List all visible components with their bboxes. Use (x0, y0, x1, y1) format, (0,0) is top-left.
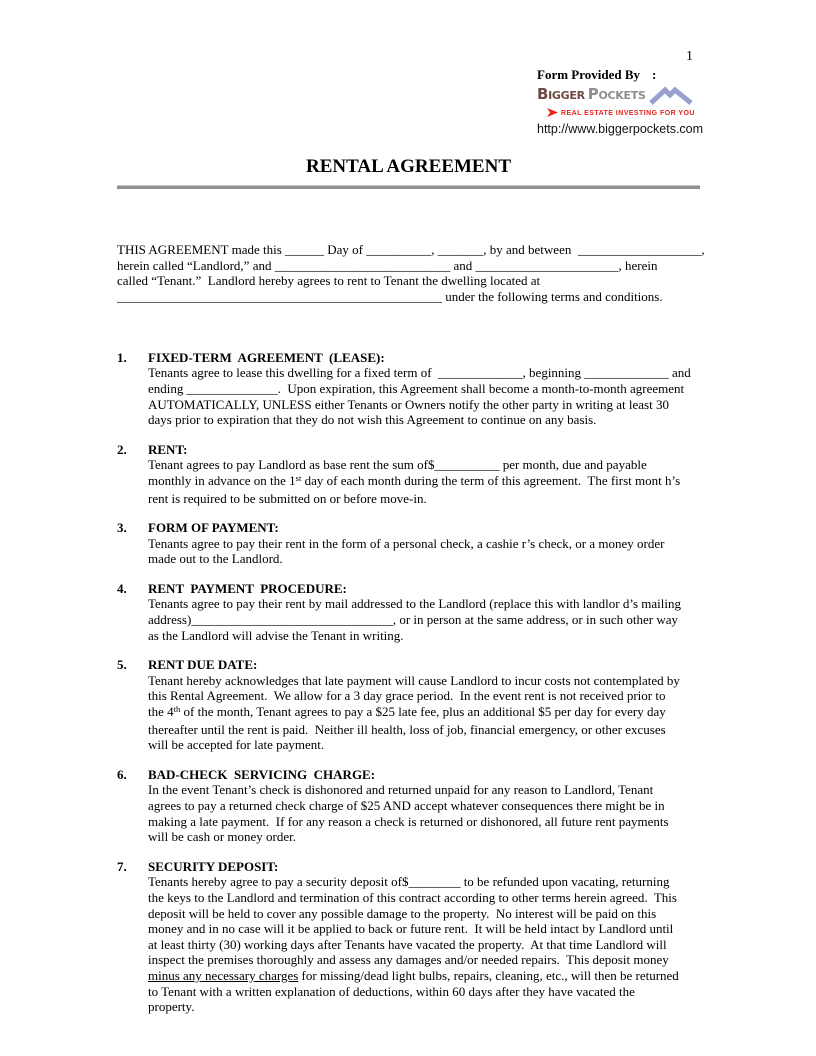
text-line: made out to the Landlord. (148, 551, 283, 567)
text-line: agrees to pay a returned check charge of $25 AND accept whatever consequences there might be in (148, 798, 665, 813)
logo-tagline: REAL ESTATE INVESTING FOR YOU (561, 109, 695, 117)
text-line: In the event Tenant’s check is dishonored and returned unpaid for any reason to Landlord, Tenant (148, 782, 654, 798)
agreement-section (117, 350, 700, 428)
agreement-section (117, 520, 700, 567)
text-line: thereafter until the rent is paid. Neither ill health, loss of job, financial emergency, or other excuses (148, 721, 666, 737)
section-heading: RENT DUE DATE: (148, 657, 258, 673)
page-number: 1 (686, 49, 693, 64)
agreement-section (117, 657, 700, 753)
arrow-icon (547, 105, 558, 121)
superscript-text: st (295, 472, 302, 483)
section-number: 2. (117, 441, 127, 457)
text-line: AUTOMATICALLY, UNLESS either Tenants or Owners notify the other party in writing at least 30 (148, 396, 669, 412)
text-line: Tenants agree to pay their rent in the form of a personal check, a cashie r’s check, or a money order (148, 535, 665, 551)
title-divider (117, 185, 700, 189)
text-line: as the Landlord will advise the Tenant in writing. (148, 627, 404, 643)
website-url[interactable]: http://www.biggerpockets.com (537, 122, 704, 136)
text-line: __________________________________________________ under the following terms and conditions. (117, 288, 663, 304)
section-heading: RENT PAYMENT PROCEDURE: (148, 580, 347, 596)
text-line: deposit will be held to cover any possible damage to the property. No interest will be paid on this (148, 905, 657, 921)
document-body (117, 211, 705, 1046)
intro-paragraph (117, 242, 705, 304)
section-heading: BAD-CHECK SERVICING CHARGE: (148, 766, 376, 782)
text-line: Tenant hereby acknowledges that late payment will cause Landlord to incur costs not contemplated by (148, 672, 680, 688)
logo-wordmark (537, 84, 707, 104)
text-line: property. (148, 999, 195, 1015)
agreement-section (117, 442, 700, 506)
text-line: Tenant agrees to pay Landlord as base rent the sum of$__________ per month, due and payable (148, 457, 647, 473)
text-line: the 4th of the month, Tenant agrees to pay a $25 late fee, plus an additional $5 per day for every day (148, 704, 666, 720)
form-provided-by-text: Form Provided By (537, 67, 641, 82)
form-provided-by-label (537, 67, 656, 83)
text-line: making a late payment. If for any reason a check is returned or dishonored, all future rent payments (148, 813, 669, 829)
text-line: money and in no case will it be applied to back or future rent. It will be held intact by Landlord until (148, 921, 674, 937)
form-provided-by-colon: : (652, 67, 657, 82)
text-line: monthly in advance on the 1st day of each month during the term of this agreement. The first mont h’s (148, 472, 681, 488)
text-line: called “Tenant.” Landlord hereby agrees to rent to Tenant the dwelling located at (117, 273, 541, 289)
agreement-section (117, 859, 700, 1015)
biggerpockets-logo (537, 84, 707, 121)
logo-pockets-text: Pockets (587, 85, 646, 103)
section-number: 1. (117, 349, 127, 365)
text-line: Tenants agree to pay their rent by mail addressed to the Landlord (replace this with landlor d’s mailing (148, 596, 682, 612)
text-line: rent is required to be submitted on or before move-in. (148, 490, 427, 506)
section-heading: SECURITY DEPOSIT: (148, 858, 279, 874)
sections-container (117, 350, 700, 1015)
section-number: 3. (117, 520, 127, 536)
text-line: Tenants hereby agree to pay a security deposit of$________ to be refunded upon vacating, returning (148, 874, 670, 890)
underlined-text: minus any necessary charges (148, 967, 299, 983)
section-heading: FORM OF PAYMENT: (148, 520, 279, 536)
roof-icon (649, 85, 693, 109)
text-line: address)_______________________________, or in person at the same address, or in such other way (148, 612, 679, 628)
text-line: ending ______________. Upon expiration, this Agreement shall become a month-to-month agreement (148, 380, 685, 396)
logo-bigger-text: Bigger (537, 85, 585, 103)
section-heading: FIXED-TERM AGREEMENT (LEASE): (148, 349, 385, 365)
agreement-section (117, 767, 700, 845)
text-line: minus any necessary charges for missing/dead light bulbs, repairs, cleaning, etc., will then be returned (148, 967, 679, 983)
text-line: days prior to expiration that they do not wish this Agreement to continue on any basis. (148, 412, 597, 428)
section-number: 7. (117, 858, 127, 874)
text-line: Tenants agree to lease this dwelling for a fixed term of _____________, beginning _____________ and (148, 365, 691, 381)
text-line: the keys to the Landlord and termination of this contract according to other terms herein agreed. This (148, 889, 677, 905)
text-line: herein called “Landlord,” and ___________________________ and ______________________, herein (117, 257, 658, 273)
text-line: this Rental Agreement. We allow for a 3 day grace period. In the event rent is not received prior to (148, 688, 666, 704)
text-line: THIS AGREEMENT made this ______ Day of __________, _______, by and between ___________________, (117, 242, 705, 258)
section-number: 5. (117, 657, 127, 673)
text-line: to Tenant with a written explanation of deductions, within 60 days after they have vacated the (148, 983, 635, 999)
superscript-text: th (173, 704, 181, 715)
text-line: at least thirty (30) working days after Tenants have vacated the property. At that time Landlord will (148, 936, 667, 952)
agreement-section (117, 581, 700, 643)
document-title: RENTAL AGREEMENT (306, 156, 511, 177)
section-number: 6. (117, 766, 127, 782)
text-line: inspect the premises thoroughly and assess any damages and/or needed repairs. This deposit money (148, 952, 669, 968)
text-line: will be accepted for late payment. (148, 737, 325, 753)
text-line: will be cash or money order. (148, 829, 297, 845)
section-number: 4. (117, 580, 127, 596)
section-heading: RENT: (148, 441, 188, 457)
